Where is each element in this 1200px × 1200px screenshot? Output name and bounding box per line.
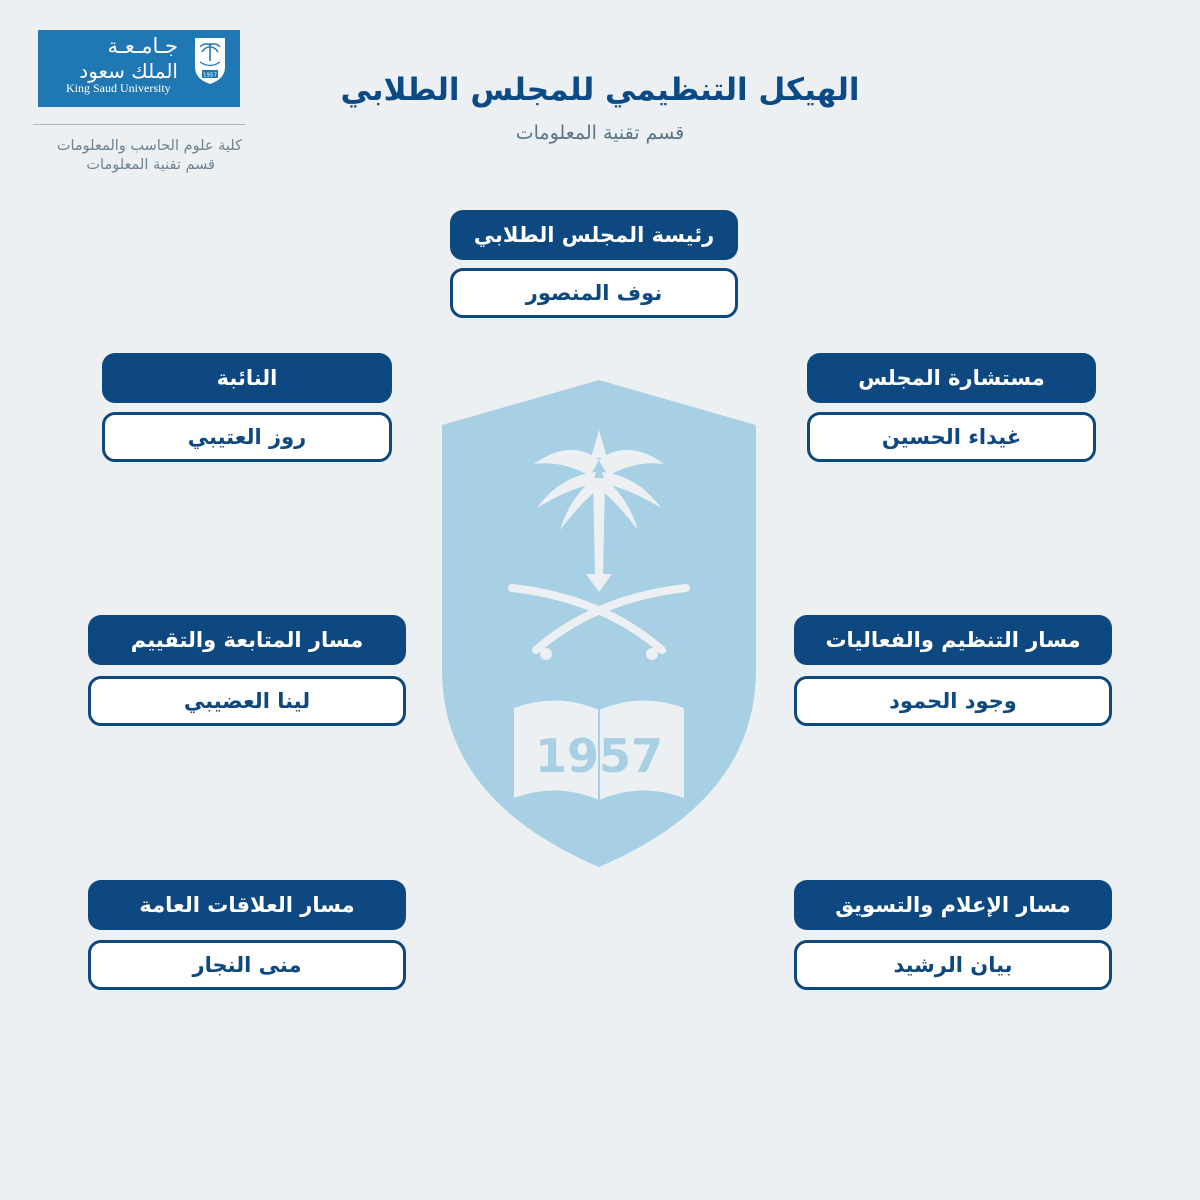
- role-media-track: مسار الإعلام والتسويق: [794, 880, 1112, 930]
- page-subtitle: قسم تقنية المعلومات: [515, 122, 685, 144]
- role-advisor: مستشارة المجلس: [807, 353, 1096, 403]
- person-events-track: وجود الحمود: [794, 676, 1112, 726]
- role-events-track: مسار التنظيم والفعاليات: [794, 615, 1112, 665]
- logo-english-name: King Saud University: [66, 81, 171, 95]
- role-chairperson: رئيسة المجلس الطلابي: [450, 210, 738, 260]
- university-watermark-emblem: [442, 380, 756, 867]
- person-media-track: بيان الرشيد: [794, 940, 1112, 990]
- role-public-relations-track: مسار العلاقات العامة: [88, 880, 406, 930]
- role-vice: النائبة: [102, 353, 392, 403]
- page-title: الهيكل التنظيمي للمجلس الطلابي: [340, 72, 860, 108]
- person-chairperson: نوف المنصور: [450, 268, 738, 318]
- person-vice: روز العتيبي: [102, 412, 392, 462]
- watermark-year: 1957: [534, 729, 664, 783]
- role-monitoring-track: مسار المتابعة والتقييم: [88, 615, 406, 665]
- person-public-relations-track: منى النجار: [88, 940, 406, 990]
- college-name: كلية علوم الحاسب والمعلومات: [56, 138, 242, 154]
- logo-arabic-name-line1: جـامـعـة: [107, 34, 178, 58]
- logo-arabic-name-line2: الملك سعود: [79, 59, 178, 83]
- person-monitoring-track: لينا العضيبي: [88, 676, 406, 726]
- person-advisor: غيداء الحسين: [807, 412, 1096, 462]
- emblem-year: 1957: [203, 72, 217, 79]
- department-name: قسم تقنية المعلومات: [86, 157, 215, 173]
